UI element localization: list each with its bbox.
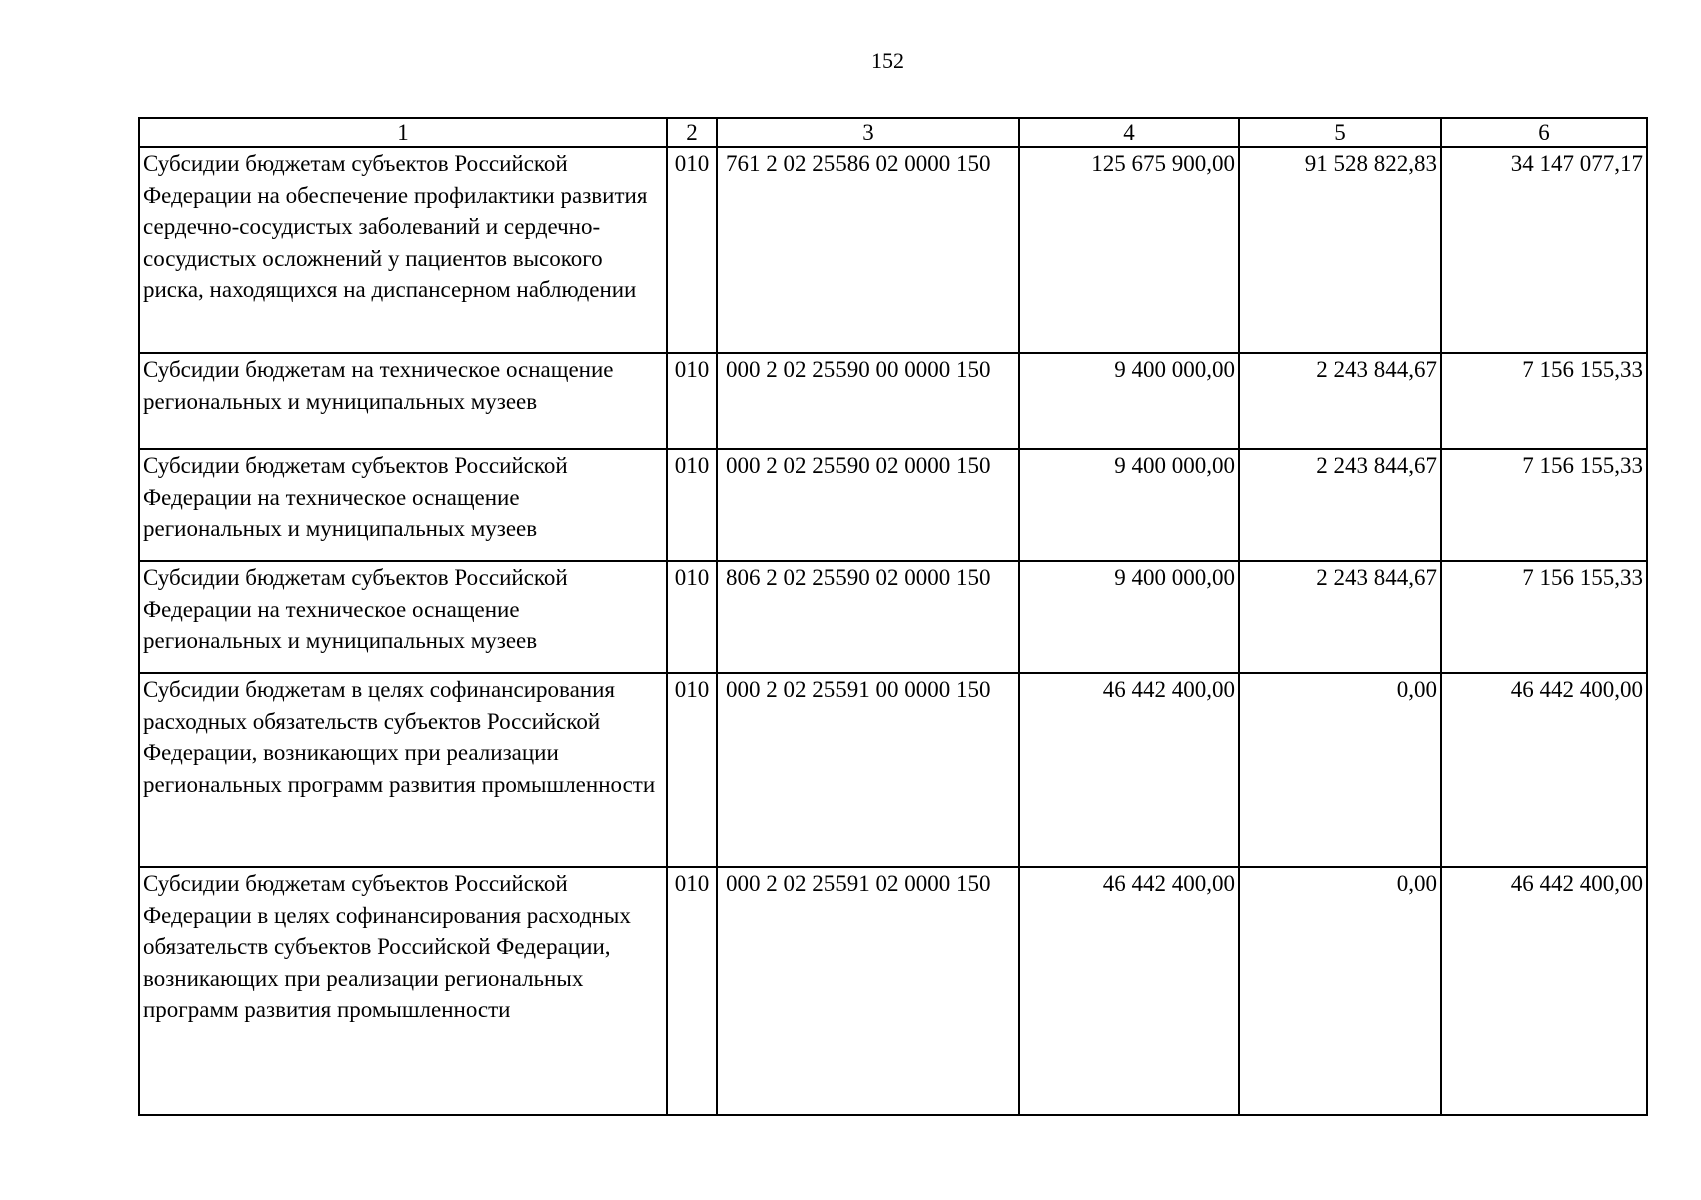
row-budget-code: 000 2 02 25591 00 0000 150	[717, 673, 1019, 867]
table-row	[139, 673, 1647, 867]
page-number: 152	[871, 48, 904, 73]
row-budget-code: 761 2 02 25586 02 0000 150	[717, 147, 1019, 353]
table-row	[139, 449, 1647, 561]
row-approved-amount: 9 400 000,00	[1019, 449, 1239, 561]
column-header: 5	[1239, 118, 1441, 147]
table-row	[139, 353, 1647, 449]
column-header: 3	[717, 118, 1019, 147]
table-row	[139, 147, 1647, 353]
budget-table	[138, 117, 1648, 1116]
row-budget-code: 806 2 02 25590 02 0000 150	[717, 561, 1019, 673]
row-approved-amount: 9 400 000,00	[1019, 561, 1239, 673]
row-approved-amount: 46 442 400,00	[1019, 673, 1239, 867]
row-executed-amount: 0,00	[1239, 673, 1441, 867]
row-approved-amount: 9 400 000,00	[1019, 353, 1239, 449]
row-executed-amount: 2 243 844,67	[1239, 353, 1441, 449]
row-name: Субсидии бюджетам субъектов Российской Федерации в целях софинансирования расходных обязательств субъектов Российской Федерации, возникающих при реализации региональных программ развития промышленности	[139, 867, 667, 1115]
row-name: Субсидии бюджетам на техническое оснащение региональных и муниципальных музеев	[139, 353, 667, 449]
column-header: 1	[139, 118, 667, 147]
row-line-code: 010	[667, 673, 717, 867]
row-budget-code: 000 2 02 25591 02 0000 150	[717, 867, 1019, 1115]
row-name: Субсидии бюджетам в целях софинансирования расходных обязательств субъектов Российской Федерации, возникающих при реализации региональных программ развития промышленности	[139, 673, 667, 867]
table-row	[139, 561, 1647, 673]
row-line-code: 010	[667, 353, 717, 449]
row-unexecuted-amount: 7 156 155,33	[1441, 353, 1647, 449]
row-budget-code: 000 2 02 25590 00 0000 150	[717, 353, 1019, 449]
row-line-code: 010	[667, 449, 717, 561]
row-line-code: 010	[667, 561, 717, 673]
column-header: 2	[667, 118, 717, 147]
table-row	[139, 867, 1647, 1115]
row-unexecuted-amount: 7 156 155,33	[1441, 561, 1647, 673]
row-executed-amount: 2 243 844,67	[1239, 449, 1441, 561]
table-header-row	[139, 118, 1647, 147]
row-line-code: 010	[667, 867, 717, 1115]
row-line-code: 010	[667, 147, 717, 353]
row-approved-amount: 46 442 400,00	[1019, 867, 1239, 1115]
row-approved-amount: 125 675 900,00	[1019, 147, 1239, 353]
row-executed-amount: 2 243 844,67	[1239, 561, 1441, 673]
row-budget-code: 000 2 02 25590 02 0000 150	[717, 449, 1019, 561]
row-name: Субсидии бюджетам субъектов Российской Федерации на обеспечение профилактики развития сердечно-сосудистых заболеваний и сердечно-сосудистых осложнений у пациентов высокого риска, находящихся на диспансерном наблюдении	[139, 147, 667, 353]
row-unexecuted-amount: 46 442 400,00	[1441, 867, 1647, 1115]
row-unexecuted-amount: 34 147 077,17	[1441, 147, 1647, 353]
row-name: Субсидии бюджетам субъектов Российской Федерации на техническое оснащение региональных и муниципальных музеев	[139, 561, 667, 673]
row-unexecuted-amount: 46 442 400,00	[1441, 673, 1647, 867]
column-header: 4	[1019, 118, 1239, 147]
row-unexecuted-amount: 7 156 155,33	[1441, 449, 1647, 561]
row-name: Субсидии бюджетам субъектов Российской Федерации на техническое оснащение региональных и муниципальных музеев	[139, 449, 667, 561]
row-executed-amount: 91 528 822,83	[1239, 147, 1441, 353]
row-executed-amount: 0,00	[1239, 867, 1441, 1115]
column-header: 6	[1441, 118, 1647, 147]
